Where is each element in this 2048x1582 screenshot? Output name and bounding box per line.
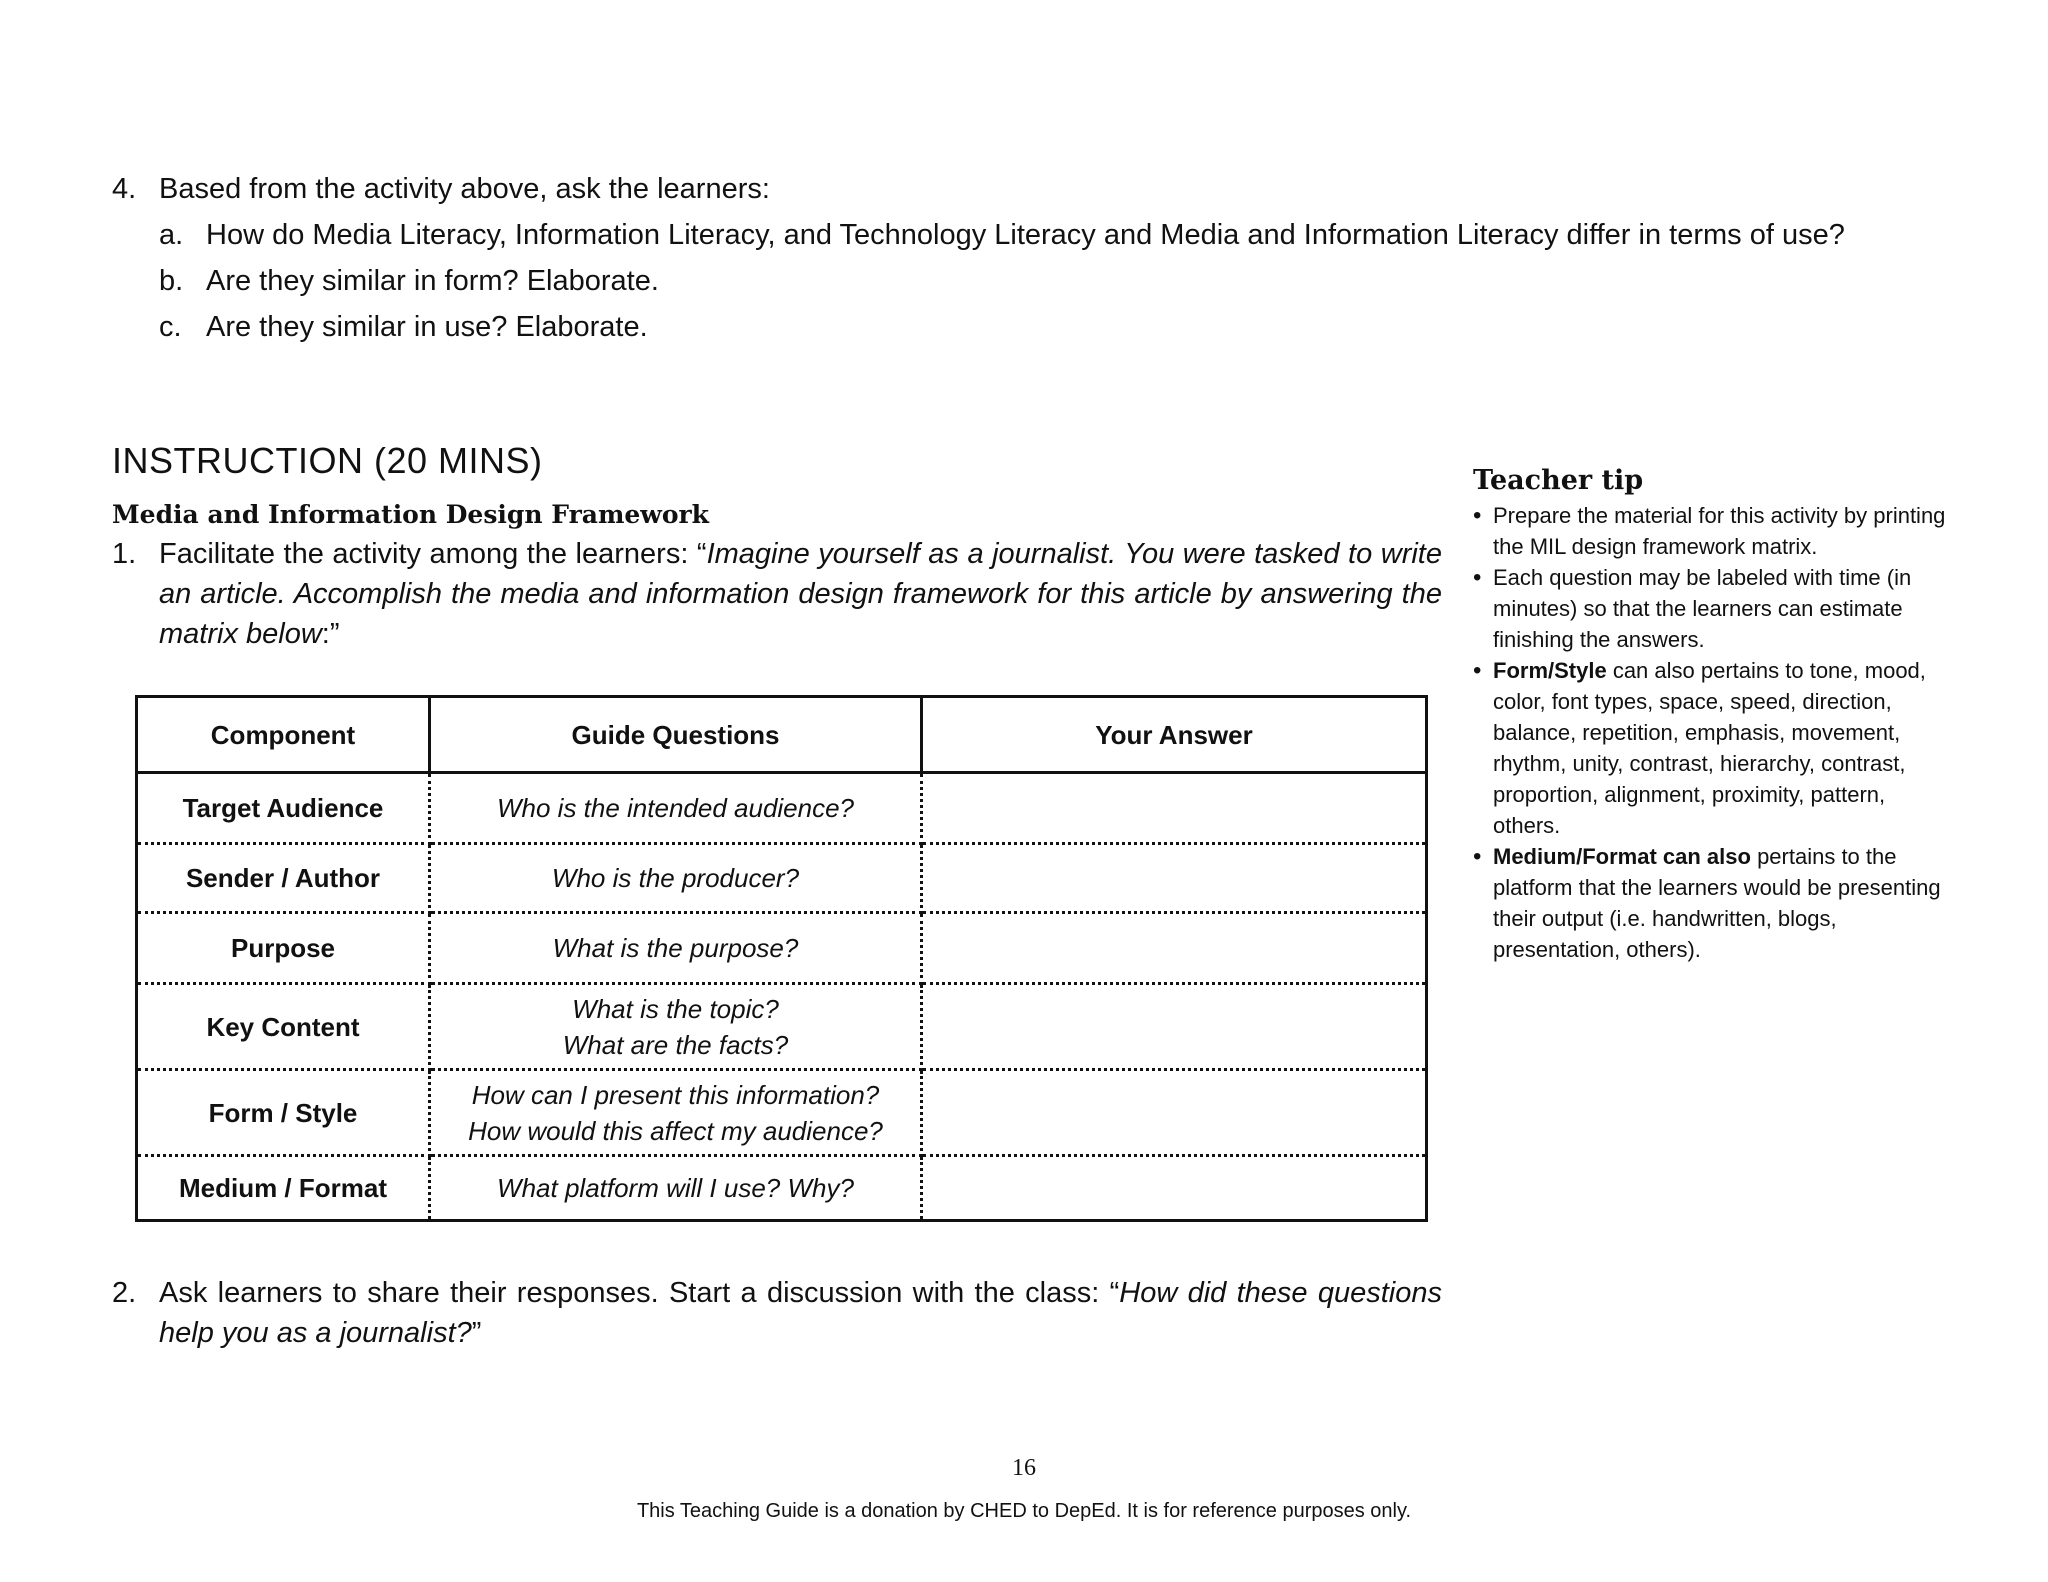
tip-item <box>1473 655 1953 841</box>
tip-item-bold: Medium/Format can also <box>1493 844 1751 869</box>
guide-question-line: What platform will I use? Why? <box>497 1173 854 1203</box>
tip-item-text: can also pertains to tone, mood, color, font types, space, speed, direction, balance, repetition, emphasis, movement, rhythm, unity, contrast, hierarchy, contrast, proportion, alignment, proximity, pattern, others. <box>1493 658 1926 838</box>
sub-question <box>159 258 1912 304</box>
step-quote: Imagine yourself as a journalist. You were tasked to write an article. Accomplish the media and information design framework for this article by answering the matrix below <box>159 538 1442 650</box>
sub-question <box>159 304 1912 350</box>
sub-question <box>159 212 1912 258</box>
tip-item-text: pertains to the platform that the learners would be presenting their output (i.e. handwritten, blogs, presentation, others). <box>1493 844 1941 962</box>
tip-item-bold: Form/Style <box>1493 658 1607 683</box>
question-number: 4. <box>112 173 137 205</box>
component-cell: Form / Style <box>138 1071 431 1157</box>
guide-question-line: What is the purpose? <box>552 933 799 963</box>
answer-cell[interactable] <box>923 845 1425 914</box>
teacher-tip <box>1473 462 1953 965</box>
answer-cell[interactable] <box>923 914 1425 985</box>
component-cell: Target Audience <box>138 774 431 845</box>
sub-question-text: How do Media Literacy, Information Literacy, and Technology Literacy and Media and Information Literacy differ in terms of use? <box>206 219 1845 251</box>
guide-question-line: Who is the intended audience? <box>496 793 855 823</box>
teacher-tip-list <box>1473 500 1953 965</box>
step-number: 2. <box>112 1277 137 1309</box>
guide-question-cell <box>431 914 923 985</box>
sub-question-letter: c. <box>159 311 182 343</box>
tip-item <box>1473 500 1953 562</box>
guide-question-line: How would this affect my audience? <box>468 1115 883 1146</box>
step-tail: ” <box>471 1317 482 1349</box>
answer-cell[interactable] <box>923 1071 1425 1157</box>
footer-note: This Teaching Guide is a donation by CHED to DepEd. It is for reference purposes only. <box>636 1500 1412 1522</box>
section-heading: INSTRUCTION (20 MINS) <box>112 440 543 481</box>
step-quote: How did these questions help you as a journalist? <box>159 1277 1442 1349</box>
answer-cell[interactable] <box>923 774 1425 845</box>
tip-item <box>1473 562 1953 655</box>
component-cell: Medium / Format <box>138 1157 431 1219</box>
answer-cell[interactable] <box>923 1157 1425 1219</box>
tip-item-text: Prepare the material for this activity by printing the MIL design framework matrix. <box>1493 503 1946 559</box>
component-cell: Purpose <box>138 914 431 985</box>
step-2 <box>112 1273 1442 1353</box>
question-text: Based from the activity above, ask the learners: <box>159 173 770 205</box>
guide-question-cell <box>431 985 923 1071</box>
question-4 <box>112 166 1912 350</box>
guide-question-cell <box>431 1071 923 1157</box>
sub-question-text: Are they similar in use? Elaborate. <box>206 311 648 343</box>
guide-question-cell <box>431 845 923 914</box>
design-framework-table <box>135 695 1428 1222</box>
subheading: Media and Information Design Framework <box>112 500 709 529</box>
page-number: 16 <box>1012 1455 1036 1481</box>
teacher-tip-title: Teacher tip <box>1473 465 1644 496</box>
step-number: 1. <box>112 538 137 570</box>
guide-question-line: Who is the producer? <box>551 863 800 893</box>
answer-cell[interactable] <box>923 985 1425 1071</box>
component-cell: Sender / Author <box>138 845 431 914</box>
step-text <box>159 534 1442 654</box>
step-1 <box>112 534 1442 654</box>
tip-item <box>1473 841 1953 965</box>
sub-question-text: Are they similar in form? Elaborate. <box>206 265 659 297</box>
guide-question-cell <box>431 774 923 845</box>
guide-question-line: What is the topic? <box>572 993 779 1024</box>
header-guide-questions: Guide Questions <box>431 698 923 774</box>
guide-question-line: What are the facts? <box>562 1029 789 1060</box>
step-lead: Facilitate the activity among the learners: “ <box>159 538 707 570</box>
guide-question-cell <box>431 1157 923 1219</box>
header-component: Component <box>138 698 431 774</box>
tip-item-text: Each question may be labeled with time (in minutes) so that the learners can estimate finishing the answers. <box>1493 565 1912 652</box>
guide-question-line: How can I present this information? <box>471 1079 880 1110</box>
header-your-answer: Your Answer <box>923 698 1425 774</box>
sub-question-letter: b. <box>159 265 184 297</box>
sub-question-letter: a. <box>159 219 184 251</box>
step-text <box>159 1273 1442 1353</box>
component-cell: Key Content <box>138 985 431 1071</box>
step-tail: :” <box>321 618 340 650</box>
step-lead: Ask learners to share their responses. Start a discussion with the class: “ <box>159 1277 1120 1309</box>
